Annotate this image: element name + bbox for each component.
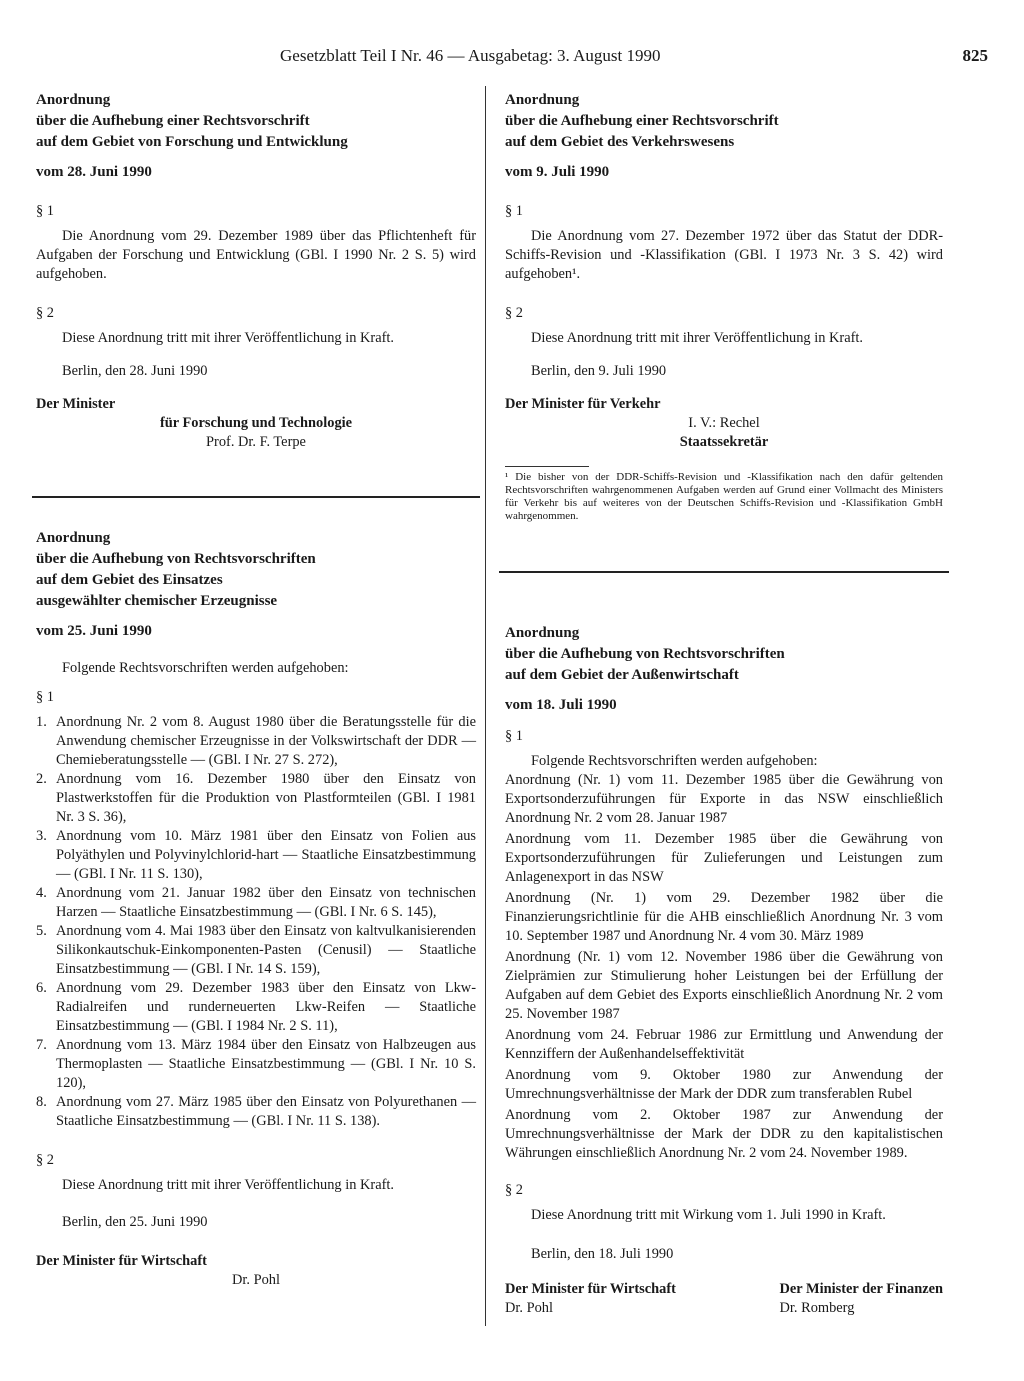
- repealed-entry: Anordnung vom 2. Oktober 1987 zur Anwendung der Umrechnungsverhältnisse der Mark der DDR zu den kapitalistischen Währungen einschließlich Anordnung Nr. 2 vom 24. November 1989.: [505, 1107, 943, 1161]
- place-date: Berlin, den 25. Juni 1990: [62, 1214, 208, 1230]
- decree-chemie: [36, 528, 476, 1290]
- decree-title: Anordnung: [505, 625, 580, 641]
- decree-date: vom 18. Juli 1990: [505, 697, 617, 713]
- section-text: Die Anordnung vom 29. Dezember 1989 über das Pflichtenheft für Aufgaben der Forschung und Entwicklung (GBl. I 1990 Nr. 2 S. 5) wird aufgehoben.: [36, 228, 476, 282]
- signatory-name: Prof. Dr. F. Terpe: [206, 434, 306, 450]
- list-item: 8. Anordnung vom 27. März 1985 über den Einsatz von Polyurethanen — Staatliche Einsatzbestimmung — (GBl. I Nr. 11 S. 138).: [36, 1094, 476, 1129]
- footnote-rule: [505, 466, 589, 467]
- section-heading: § 2: [36, 1152, 54, 1168]
- left-column: [36, 90, 476, 1290]
- list-item: 7. Anordnung vom 13. März 1984 über den Einsatz von Halbzeugen aus Thermoplasten — Staatliche Einsatzbestimmung — (GBl. I Nr. 10 S. 120),: [36, 1037, 476, 1091]
- decree-subtitle: über die Aufhebung von Rechtsvorschriften: [505, 646, 785, 662]
- decree-verkehr: [505, 90, 943, 523]
- column-divider: [485, 86, 486, 1326]
- decree-subtitle: ausgewählter chemischer Erzeugnisse: [36, 593, 278, 609]
- decree-subtitle: über die Aufhebung einer Rechtsvorschrift: [36, 113, 310, 129]
- section-heading: § 1: [505, 203, 523, 219]
- signatory-title: Der Minister für Wirtschaft: [505, 1281, 676, 1297]
- page-number: 825: [962, 46, 988, 65]
- section-rule: [499, 571, 949, 573]
- section-heading: § 1: [36, 203, 54, 219]
- decree-subtitle: auf dem Gebiet des Einsatzes: [36, 572, 223, 588]
- repealed-entry: Anordnung (Nr. 1) vom 12. November 1986 über die Gewährung von Zielprämien zur Stimulierung hoher Leistungen bei der Erfüllung der Aufgaben auf dem Gebiet des Exports einschließlich Anordnung Nr. 2 vom 25. November 1987: [505, 949, 943, 1022]
- signatory-name: Dr. Pohl: [232, 1272, 280, 1288]
- decree-aussenwirtschaft: [505, 623, 943, 1318]
- signatory-title: für Forschung und Technologie: [159, 415, 353, 431]
- repealed-entry: Anordnung vom 11. Dezember 1985 über die Gewährung von Exportsonderzuführungen für Zulieferungen und Leistungen zum Anlagenexport in das NSW: [505, 831, 943, 885]
- decree-date: vom 9. Juli 1990: [505, 164, 610, 180]
- list-item: 6. Anordnung vom 29. Dezember 1983 über den Einsatz von Lkw-Radialreifen und runderneuerten Lkw-Reifen — Staatliche Einsatzbestimmung — (GBl. I 1984 Nr. 2 S. 11),: [36, 980, 476, 1034]
- decree-subtitle: auf dem Gebiet von Forschung und Entwicklung: [36, 134, 348, 150]
- decree-title: Anordnung: [36, 92, 111, 108]
- repealed-entry: Anordnung vom 24. Februar 1986 zur Ermittlung und Anwendung der Kennziffern der Außenhandelseffektivität: [505, 1027, 943, 1062]
- section-text: Die Anordnung vom 27. Dezember 1972 über das Statut der DDR-Schiffs-Revision und -Klassifikation (GBl. I 1973 Nr. 3 S. 42) wird aufgehoben¹.: [505, 228, 943, 282]
- signatory-name: Dr. Pohl: [505, 1300, 553, 1316]
- signatory-role: Staatssekretär: [679, 434, 769, 450]
- section-heading: § 2: [505, 1182, 523, 1198]
- section-text: Diese Anordnung tritt mit Wirkung vom 1. Juli 1990 in Kraft.: [531, 1207, 886, 1223]
- signature-block: [505, 1280, 943, 1318]
- repealed-entry: Anordnung (Nr. 1) vom 29. Dezember 1982 über die Finanzierungsrichtlinie für die AHB einschließlich Anordnung Nr. 3 vom 10. September 1987 und Anordnung Nr. 4 vom 30. März 1989: [505, 890, 943, 944]
- section-text: Diese Anordnung tritt mit ihrer Veröffentlichung in Kraft.: [531, 330, 863, 346]
- page-header: [40, 46, 988, 72]
- signatory-name: Dr. Romberg: [779, 1300, 855, 1316]
- signatory-title: Der Minister für Verkehr: [505, 396, 661, 412]
- section-heading: § 2: [505, 305, 523, 321]
- section-heading: § 1: [505, 728, 523, 744]
- header-title: Gesetzblatt Teil I Nr. 46 — Ausgabetag: 3. August 1990: [280, 46, 661, 65]
- decree-date: vom 28. Juni 1990: [36, 164, 152, 180]
- signatory-name: I. V.: Rechel: [688, 415, 760, 431]
- list-item: 5. Anordnung vom 4. Mai 1983 über den Einsatz von kaltvulkanisierenden Silikonkautschuk-Einkomponenten-Pasten (Cenusil) — Staatliche Einsatzbestimmung — (GBl. I Nr. 14 S. 159),: [36, 923, 476, 977]
- decree-title: Anordnung: [505, 92, 580, 108]
- section-heading: § 1: [36, 689, 54, 705]
- signature-right: [780, 1280, 943, 1318]
- decree-subtitle: über die Aufhebung einer Rechtsvorschrift: [505, 113, 779, 129]
- list-item: 3. Anordnung vom 10. März 1981 über den Einsatz von Folien aus Polyäthylen und Polyvinylchlorid-hart — Staatliche Einsatzbestimmung — (GBl. I Nr. 11 S. 130),: [36, 828, 476, 882]
- decree-forschung: [36, 90, 476, 452]
- footnote: ¹ Die bisher von der DDR-Schiffs-Revision und -Klassifikation nach den dafür geltenden Rechtsvorschriften wahrgenommenen Aufgaben werden auf Grund einer Vollmacht des Ministers für Verkehr bis auf weiteres von der Deutschen Schiffs-Revision und -Klassifikation GmbH wahrgenommen.: [505, 471, 943, 522]
- signatory-title: Der Minister: [36, 396, 116, 412]
- place-date: Berlin, den 28. Juni 1990: [62, 363, 208, 379]
- intro-text: Folgende Rechtsvorschriften werden aufgehoben:: [62, 660, 349, 676]
- decree-subtitle: über die Aufhebung von Rechtsvorschriften: [36, 551, 316, 567]
- section-text: Diese Anordnung tritt mit ihrer Veröffentlichung in Kraft.: [62, 1177, 394, 1193]
- signatory-title: Der Minister der Finanzen: [779, 1281, 943, 1297]
- decree-subtitle: auf dem Gebiet des Verkehrswesens: [505, 134, 735, 150]
- repealed-entry: Anordnung (Nr. 1) vom 11. Dezember 1985 über die Gewährung von Exportsonderzuführungen für Exporte in das NSW einschließlich Anordnung Nr. 2 vom 28. Januar 1987: [505, 772, 943, 826]
- section-text: Diese Anordnung tritt mit ihrer Veröffentlichung in Kraft.: [62, 330, 394, 346]
- list-item: 1. Anordnung Nr. 2 vom 8. August 1980 über die Beratungsstelle für die Anwendung chemischer Erzeugnisse in der Volkswirtschaft der DDR — Chemieberatungsstelle — (GBl. I Nr. 27 S. 272),: [36, 714, 476, 768]
- signature-left: [505, 1280, 676, 1318]
- repealed-entry: Anordnung vom 9. Oktober 1980 zur Anwendung der Umrechnungsverhältnisse der Mark der DDR zum transferablen Rubel: [505, 1067, 943, 1102]
- decree-subtitle: auf dem Gebiet der Außenwirtschaft: [505, 667, 739, 683]
- section-heading: § 2: [36, 305, 54, 321]
- right-column: [505, 90, 943, 1318]
- repealed-list: [36, 713, 476, 1131]
- decree-date: vom 25. Juni 1990: [36, 623, 152, 639]
- list-item: 2. Anordnung vom 16. Dezember 1980 über den Einsatz von Plastwerkstoffen für die Produktion von Plastformteilen (GBl. I 1981 Nr. 3 S. 36),: [36, 771, 476, 825]
- place-date: Berlin, den 9. Juli 1990: [531, 363, 667, 379]
- intro-text: Folgende Rechtsvorschriften werden aufgehoben:: [531, 753, 818, 769]
- section-rule: [32, 496, 480, 498]
- signatory-title: Der Minister für Wirtschaft: [36, 1253, 207, 1269]
- list-item: 4. Anordnung vom 21. Januar 1982 über den Einsatz von technischen Harzen — Staatliche Einsatzbestimmung — (GBl. I Nr. 6 S. 145),: [36, 885, 476, 920]
- place-date: Berlin, den 18. Juli 1990: [531, 1246, 674, 1262]
- decree-title: Anordnung: [36, 530, 111, 546]
